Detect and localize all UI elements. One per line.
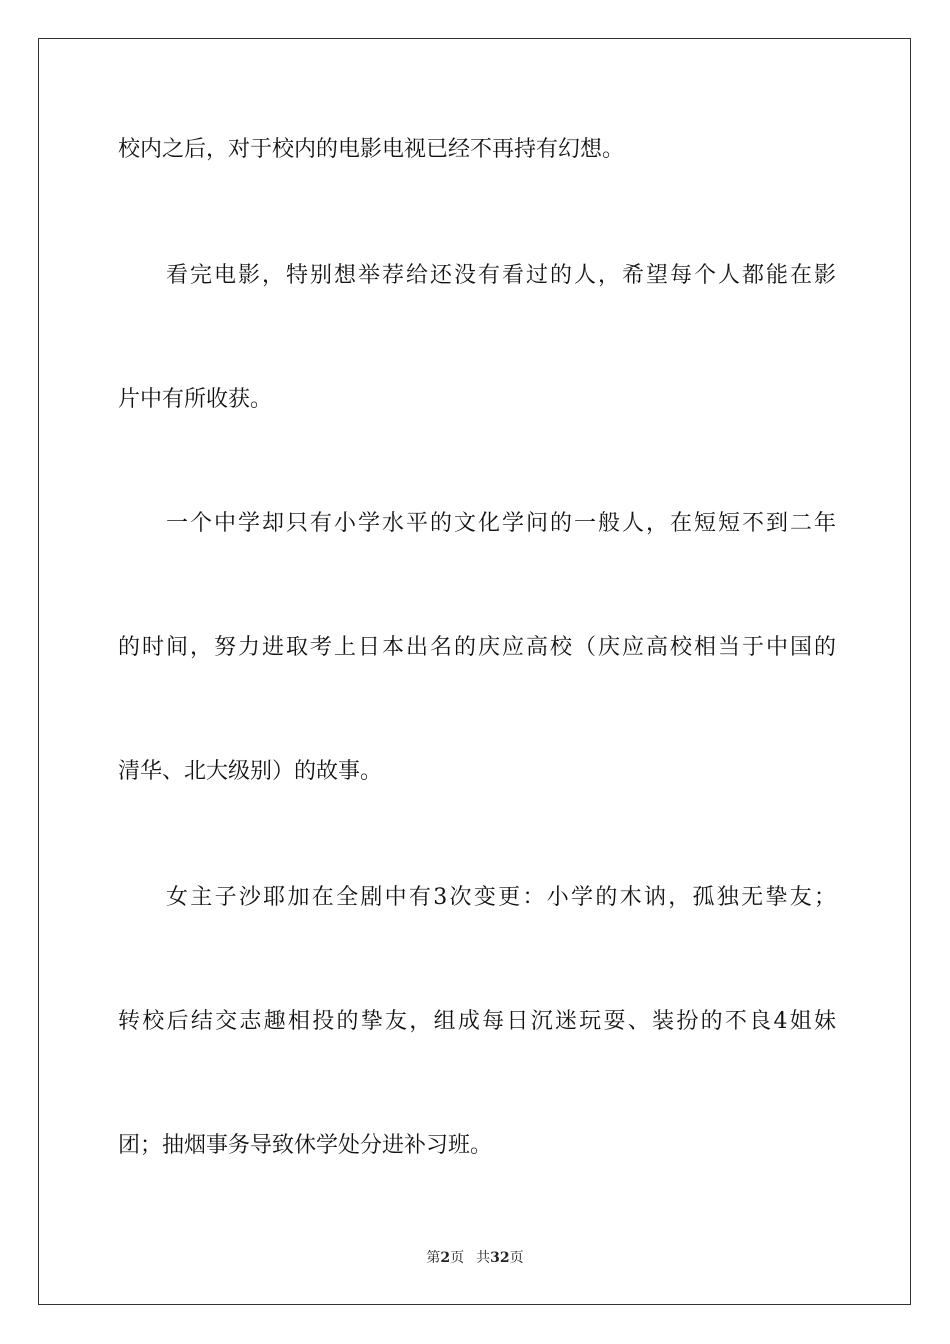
text-line: 女主子沙耶加在全剧中有3次变更：小学的木讷，孤独无挚友； [166, 885, 836, 910]
total-prefix: 共 [476, 1250, 491, 1266]
text-line: 看完电影，特别想举荐给还没有看过的人，希望每个人都能在影 [166, 263, 836, 288]
page-border [38, 38, 911, 1305]
text-line: 清华、北大级别）的故事。 [118, 759, 383, 784]
text-line: 片中有所收获。 [118, 387, 273, 412]
total-pages: 32 [490, 1250, 510, 1266]
text-line: 团；抽烟事务导致休学处分进补习班。 [118, 1133, 493, 1158]
text-line: 转校后结交志趣相投的挚友，组成每日沉迷玩耍、装扮的不良4姐妹 [118, 1009, 836, 1034]
total-suffix: 页 [509, 1250, 524, 1266]
page-footer [0, 1247, 950, 1267]
text-line: 一个中学却只有小学水平的文化学问的一般人，在短短不到二年 [166, 511, 836, 536]
page-prefix: 第 [426, 1250, 441, 1266]
page-number: 2 [440, 1250, 451, 1266]
page-suffix: 页 [450, 1250, 465, 1266]
text-line: 校内之后，对于校内的电影电视已经不再持有幻想。 [118, 137, 625, 162]
text-line: 的时间，努力进取考上日本出名的庆应高校（庆应高校相当于中国的 [118, 635, 836, 660]
